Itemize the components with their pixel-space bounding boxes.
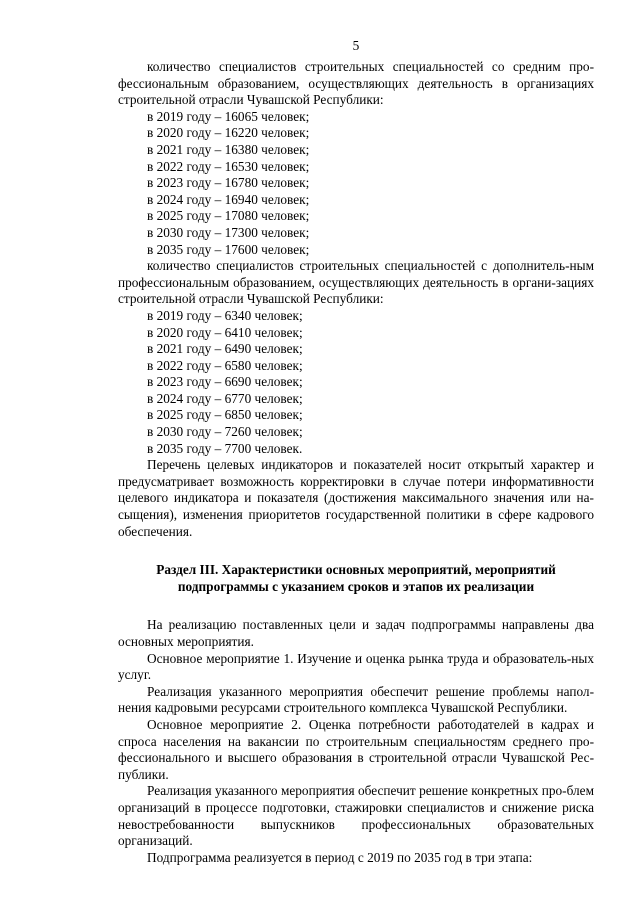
list-item: в 2025 году – 6850 человек;	[147, 407, 303, 423]
section-paragraph: Реализация указанного мероприятия обеспечит решение конкретных про-блем организаций в процессе подготовки, стажировки специалистов и снижение риска невостребованности выпускников профессиональных образовательных организаций.	[118, 783, 594, 849]
list-item: в 2030 году – 7260 человек;	[147, 424, 303, 440]
list-item: в 2019 году – 16065 человек;	[147, 108, 310, 124]
page-number: 5	[352, 38, 360, 53]
list-item: в 2030 году – 17300 человек;	[147, 224, 310, 240]
document-page	[118, 38, 594, 866]
list-item: в 2022 году – 6580 человек;	[147, 357, 303, 373]
list-item: в 2024 году – 16940 человек;	[147, 191, 310, 207]
section-heading-line: подпрограммы с указанием сроков и этапов их реализации	[177, 578, 535, 594]
list-item: в 2024 году – 6770 человек;	[147, 390, 303, 406]
list-item: в 2021 году – 6490 человек;	[147, 341, 303, 357]
section-paragraph: Основное мероприятие 2. Оценка потребности работодателей в кадрах и спроса населения на вакансии по строительным специальностям среднего про-фессионального и высшего образования в строительной отрасли Чувашской Рес-публики.	[118, 716, 594, 782]
specialists-secondary-intro: количество специалистов строительных специальностей со средним про-фессиональным образованием, осуществляющих деятельность в организациях строительной отрасли Чувашской Республики:	[118, 59, 594, 108]
section-paragraph: Подпрограмма реализуется в период с 2019 по 2035 год в три этапа:	[147, 849, 533, 865]
list-item: в 2023 году – 16780 человек;	[147, 175, 310, 191]
list-item: в 2019 году – 6340 человек;	[147, 307, 303, 323]
specialists-secondary-list	[118, 109, 594, 258]
section-heading	[118, 562, 594, 595]
list-item: в 2020 году – 16220 человек;	[147, 125, 310, 141]
list-item: в 2023 году – 6690 человек;	[147, 374, 303, 390]
specialists-additional-intro: количество специалистов строительных специальностей с дополнитель-ным профессиональным образованием, осуществляющих деятельность в органи-зациях строительной отрасли Чувашской Республики:	[118, 258, 594, 307]
specialists-additional-list	[118, 308, 594, 457]
list-item: в 2022 году – 16530 человек;	[147, 158, 310, 174]
list-item: в 2020 году – 6410 человек;	[147, 324, 303, 340]
list-item: в 2021 году – 16380 человек;	[147, 141, 310, 157]
list-item: в 2035 году – 7700 человек.	[147, 440, 303, 456]
section-paragraph: Основное мероприятие 1. Изучение и оценка рынка труда и образователь-ных услуг.	[118, 650, 594, 683]
section-heading-line: Раздел III. Характеристики основных мероприятий, мероприятий	[156, 562, 556, 578]
list-item: в 2025 году – 17080 человек;	[147, 208, 310, 224]
section-paragraph: На реализацию поставленных цели и задач подпрограммы направлены два основных мероприятия.	[118, 617, 594, 649]
section-paragraph: Реализация указанного мероприятия обеспечит решение проблемы напол-нения кадровыми ресурсами строительного комплекса Чувашской Республики.	[118, 683, 594, 716]
list-item: в 2035 году – 17600 человек;	[147, 241, 310, 257]
indicators-note-paragraph: Перечень целевых индикаторов и показателей носит открытый характер и предусматривает возможность корректировки в случае потери информативности целевого индикатора и показателя (достижения максимального значения или на-сыщения), изменения приоритетов государственной политики в сфере кадрового обеспечения.	[118, 457, 594, 539]
